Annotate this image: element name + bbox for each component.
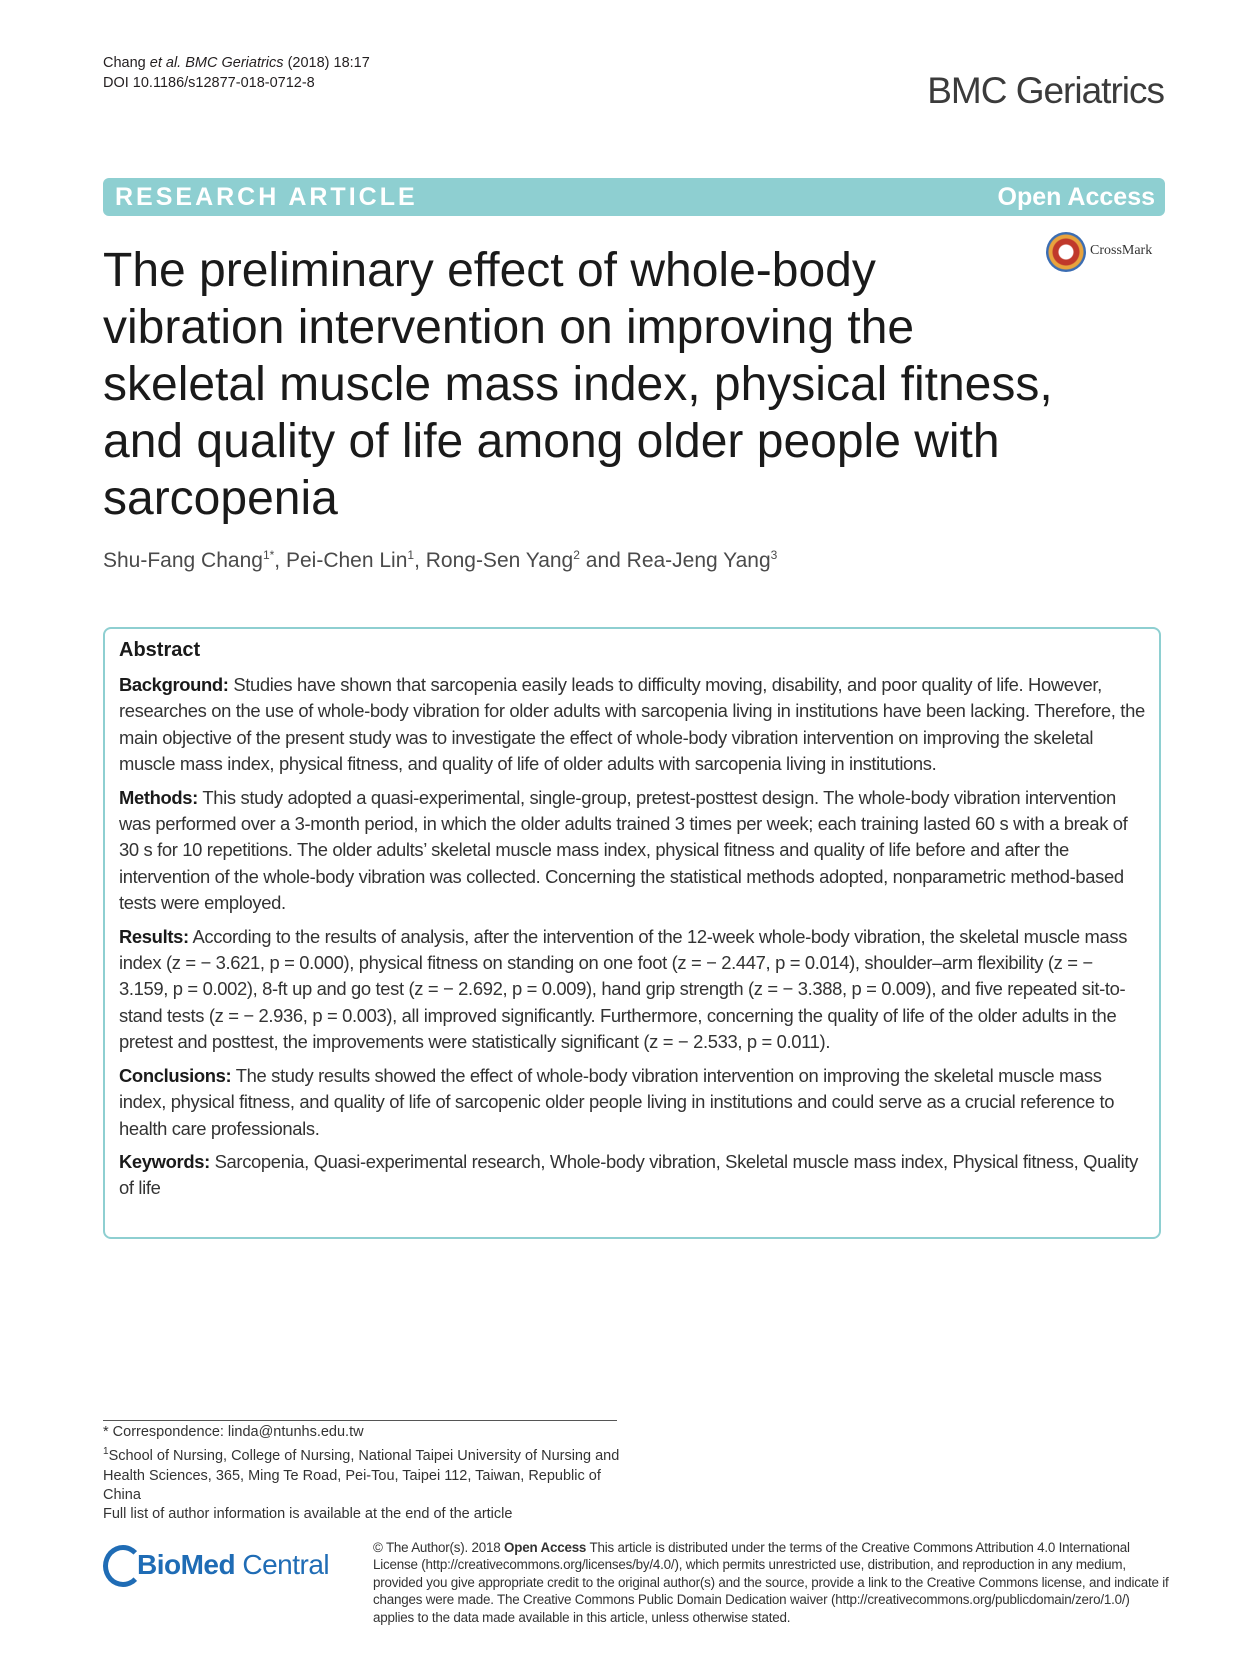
- author-affiliation: 1: [407, 548, 415, 562]
- author-separator: and: [579, 549, 627, 572]
- affiliation-text: School of Nursing, College of Nursing, National Taipei University of Nursing and Health Sciences, 365, Ming Te Road, Pei-Tou, Taipei 112, Taiwan, Republic of China: [103, 1448, 620, 1504]
- conclusions-label: Conclusions:: [119, 1064, 232, 1086]
- abstract-box: [103, 627, 1161, 1239]
- keywords-text: Sarcopenia, Quasi-experimental research, Whole-body vibration, Skeletal muscle mass index, Physical fitness, Quality of life: [119, 1150, 1138, 1199]
- abstract-conclusions: [119, 1063, 1145, 1142]
- author-name: Pei-Chen Lin: [285, 549, 408, 572]
- results-label: Results:: [119, 925, 189, 947]
- author-name: Rong-Sen Yang: [425, 549, 574, 572]
- affiliation-number: 1: [103, 1446, 109, 1458]
- crossmark-label: CrossMark: [1090, 243, 1153, 258]
- footnotes: [103, 1423, 623, 1525]
- author-name: Rea-Jeng Yang: [626, 549, 771, 572]
- author-affiliation: 3: [770, 548, 778, 562]
- article-type: RESEARCH ARTICLE: [115, 183, 418, 211]
- journal-name: BMC Geriatrics: [927, 70, 1164, 111]
- doi: DOI 10.1186/s12877-018-0712-8: [103, 75, 315, 91]
- license-text: This article is distributed under the terms of the Creative Commons Attribution 4.0 International License (http://creativecommons.org/licenses/by/4.0/), which permits unrestricted use, distribution, and reproduction in any medium, provided you give appropriate credit to the original author(s) and the source, provide a link to the Creative Commons license, and indicate if changes were made. The Creative Commons Public Domain Dedication waiver (http://creativecommons.org/publicdomain/zero/1.0/) applies to the data made available in this article, unless otherwise stated.: [373, 1540, 1169, 1625]
- citation-rest: (2018) 18:17: [287, 55, 370, 71]
- abstract-results: [119, 924, 1145, 1056]
- correspondence: * Correspondence: linda@ntunhs.edu.tw: [103, 1424, 364, 1440]
- affiliation: [103, 1442, 623, 1505]
- author-affiliation: 1*: [262, 548, 275, 562]
- abstract-methods: [119, 785, 1145, 917]
- abstract-background: [119, 672, 1145, 778]
- keywords-label: Keywords:: [119, 1150, 210, 1172]
- methods-text: This study adopted a quasi-experimental, single-group, pretest-posttest design. The whole-body vibration intervention was performed over a 3-month period, in which the older adults trained 3 times per week; each training lasted 60 s with a break of 30 s for 10 repetitions. The older adults’ skeletal muscle mass index, physical fitness and quality of life before and after the intervention of the whole-body vibration was collected. Concerning the statistical methods adopted, nonparametric method-based tests were employed.: [119, 786, 1128, 914]
- author-info-note: Full list of author information is available at the end of the article: [103, 1506, 513, 1523]
- abstract-keywords: [119, 1149, 1145, 1202]
- license-prefix: © The Author(s). 2018: [373, 1540, 505, 1555]
- citation-etal: et al.: [149, 55, 182, 71]
- author-affiliation: 2: [573, 548, 580, 562]
- results-text: According to the results of analysis, after the intervention of the 12-week whole-body vibration, the skeletal muscle mass index (z = − 3.621, p = 0.000), physical fitness on standing on one foot (z = − 2.447, p = 0.014), shoulder–arm flexibility (z = − 3.159, p = 0.002), 8-ft up and go test (z = − 2.692, p = 0.009), hand grip strength (z = − 3.388, p = 0.009), and five repeated sit-to-stand tests (z = − 2.936, p = 0.003), all improved significantly. Furthermore, concerning the quality of life of the older adults in the pretest and posttest, the improvements were statistically significant (z = − 2.533, p = 0.011).: [119, 925, 1128, 1053]
- background-text: Studies have shown that sarcopenia easily leads to difficulty moving, disability, and poor quality of life. However, researches on the use of whole-body vibration for older adults with sarcopenia living in institutions have been lacking. Therefore, the main objective of the present study was to investigate the effect of whole-body vibration intervention on improving the skeletal muscle mass index, physical fitness, and quality of life of older adults with sarcopenia living in institutions.: [119, 674, 1145, 775]
- license-open-access: Open Access: [504, 1540, 587, 1555]
- citation-header: [103, 53, 370, 93]
- license-notice: [373, 1539, 1173, 1626]
- publisher-name-rest: Central: [235, 1549, 330, 1580]
- article-banner: [103, 178, 1165, 216]
- author-separator: ,: [274, 549, 286, 572]
- footnote-divider: [103, 1420, 617, 1421]
- citation-line: [103, 53, 370, 73]
- publisher-name-bold: BioMed: [137, 1549, 236, 1580]
- open-access-label: Open Access: [997, 183, 1155, 211]
- paper-title: The preliminary effect of whole-body vibration intervention on improving the skeletal muscle mass index, physical fitness, and quality of life among older people with sarcopenia: [103, 244, 1053, 525]
- publisher-name: [137, 1549, 329, 1581]
- author-list: [103, 548, 777, 573]
- abstract-heading: Abstract: [119, 639, 201, 661]
- conclusions-text: The study results showed the effect of whole-body vibration intervention on improving the skeletal muscle mass index, physical fitness, and quality of life of sarcopenic older people living in institutions and could serve as a crucial reference to health care professionals.: [119, 1064, 1115, 1139]
- citation-authors: Chang: [103, 55, 146, 71]
- methods-label: Methods:: [119, 786, 198, 808]
- author-name: Shu-Fang Chang: [103, 549, 263, 572]
- citation-journal: BMC Geriatrics: [185, 55, 284, 71]
- author-separator: ,: [414, 549, 426, 572]
- crossmark-badge[interactable]: [1046, 230, 1176, 278]
- background-label: Background:: [119, 674, 229, 695]
- biomed-central-logo: [103, 1543, 353, 1593]
